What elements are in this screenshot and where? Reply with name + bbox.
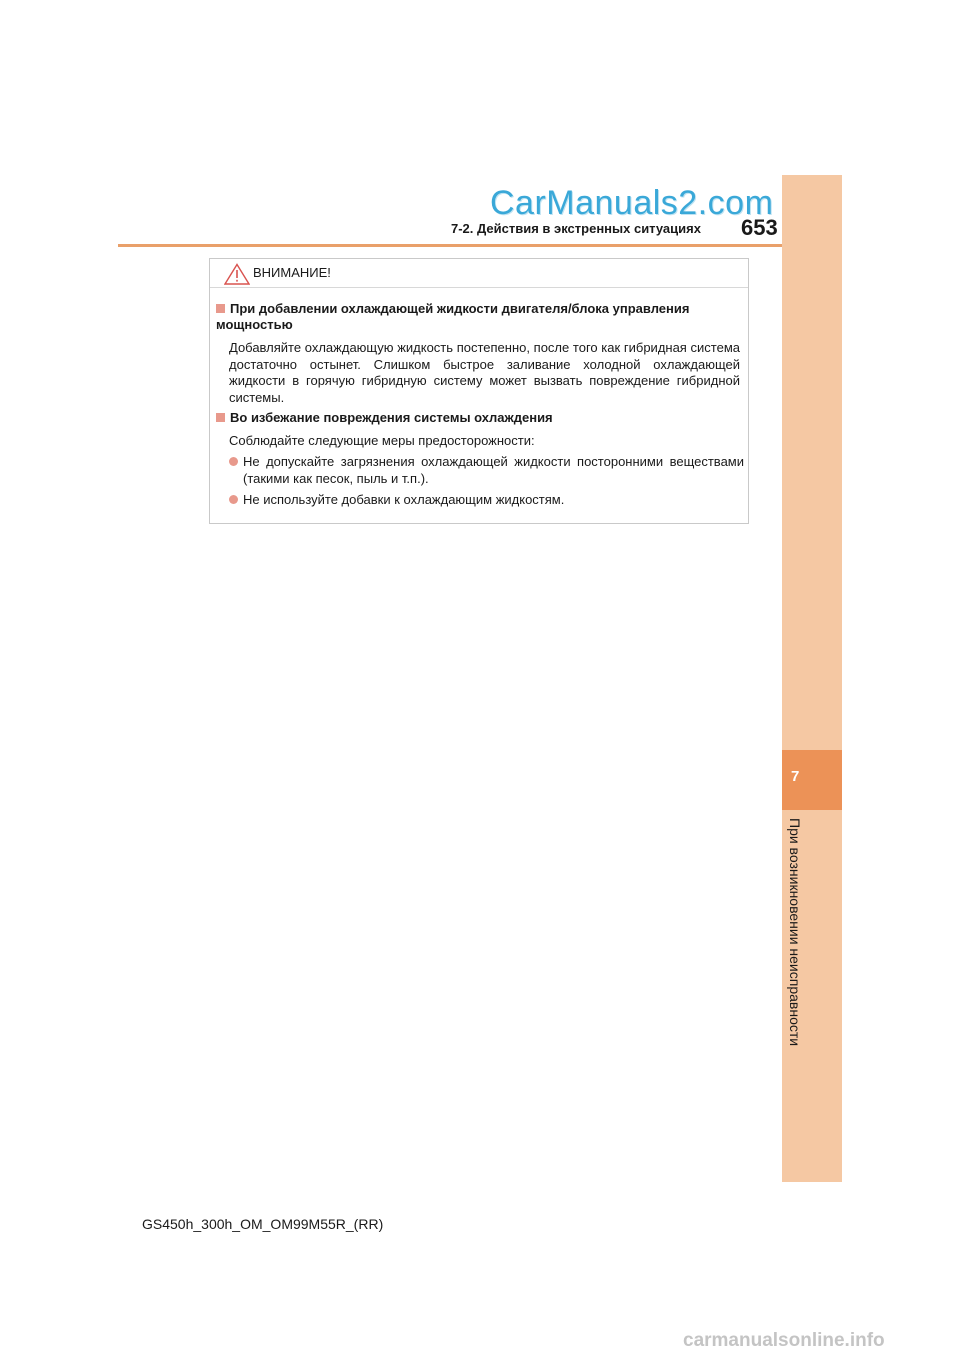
round-bullet-icon xyxy=(229,457,238,466)
list-item xyxy=(229,492,744,509)
round-bullet-icon xyxy=(229,495,238,504)
chapter-tab-number: 7 xyxy=(791,768,800,785)
section-paragraph-precautions: Соблюдайте следующие меры предосторожности: xyxy=(229,433,535,448)
warning-title: ВНИМАНИЕ! xyxy=(253,265,331,280)
square-bullet-icon xyxy=(216,304,225,313)
section-heading-coolant-add xyxy=(216,301,744,333)
page-number: 653 xyxy=(741,215,778,240)
warning-header xyxy=(210,259,748,288)
warning-triangle-icon xyxy=(224,263,250,285)
section-title: 7-2. Действия в экстренных ситуациях xyxy=(451,221,701,236)
list-item-text: Не допускайте загрязнения охлаждающей жидкости посторонними веществами (такими как песок, пыль и т.п.). xyxy=(243,454,744,486)
section-paragraph-coolant-add: Добавляйте охлаждающую жидкость постепенно, после того как гибридная система достаточно остынет. Слишком быстрое заливание холодной охлаждающей жидкости в горячую гибридную систему может вызвать повреждение гибридной системы. xyxy=(229,340,740,405)
section-heading-text: При добавлении охлаждающей жидкости двигателя/блока управления мощностью xyxy=(216,301,690,332)
header-divider xyxy=(118,244,842,247)
warning-box xyxy=(209,258,749,524)
chapter-tab-title: При возникновении неисправности xyxy=(787,818,803,1047)
top-watermark-logo: CarManuals2.com xyxy=(490,184,774,222)
bottom-watermark: carmanualsonline.info xyxy=(683,1330,885,1351)
square-bullet-icon xyxy=(216,413,225,422)
section-heading-text: Во избежание повреждения системы охлаждения xyxy=(230,410,553,425)
section-heading-cooling-damage xyxy=(216,410,744,426)
list-item xyxy=(229,454,744,487)
footer-model-code: GS450h_300h_OM_OM99M55R_(RR) xyxy=(142,1216,384,1232)
list-item-text: Не используйте добавки к охлаждающим жидкостям. xyxy=(243,492,565,507)
